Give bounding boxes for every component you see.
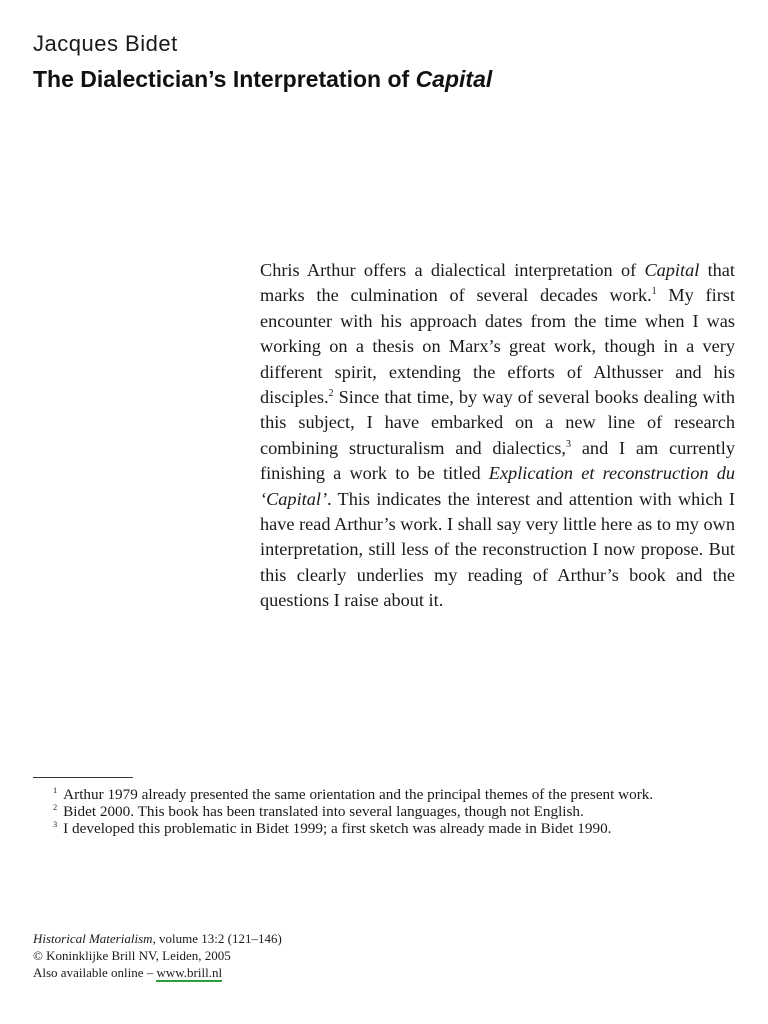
journal-name: Historical Materialism [33,931,153,946]
title-italic: Capital [415,66,493,92]
body-paragraph [260,258,735,614]
article-title [33,66,492,93]
body-text-segment: that marks the culmination of several decades work. [260,260,735,306]
footnote-number: 1 [53,786,58,796]
footnote-ref-1[interactable]: 1 [651,286,657,298]
journal-citation [33,930,282,947]
footnote-3 [33,820,735,837]
footnote-divider [33,777,133,778]
footnotes [33,786,735,837]
body-italic-book-title: Explication et reconstruction du ‘Capital’ [260,463,735,509]
footnote-text: Bidet 2000. This book has been translated into several languages, though not English. [63,803,584,820]
body-italic-capital: Capital [644,260,700,280]
footnote-1 [33,786,735,803]
journal-volume: , volume 13:2 (121–146) [152,931,282,946]
footnote-number: 2 [53,803,58,813]
footnote-text: Arthur 1979 already presented the same orientation and the principal themes of the present work. [63,786,654,803]
body-text-segment: Chris Arthur offers a dialectical interpretation of [260,260,645,280]
body-text-segment: and I am currently finishing a work to be titled [260,437,735,484]
online-line [33,964,282,981]
author-name: Jacques Bidet [33,31,178,56]
footnote-2 [33,803,735,820]
journal-info [33,930,282,981]
body-text-segment: . This indicates the interest and attention with which I have read Arthur’s work. I shall say very little here as to my own interpretation, still less of the reconstruction I now propose. But this clearly underlies my reading of Arthur’s book and the questions I raise about it. [260,488,735,611]
online-prefix: Also available online – [33,965,157,980]
title-main: The Dialectician’s Interpretation of [33,66,416,92]
brill-link[interactable]: www.brill.nl [156,965,223,980]
body-text-segment: My first encounter with his approach dates from the time when I was working on a thesis on Marx’s great work, though in a very different spirit, extending the efforts of Althusser and his disciples. [260,285,735,408]
footnote-number: 3 [53,820,58,830]
body-text-segment: Since that time, by way of several books dealing with this subject, I have embarked on a new line of research combining structuralism and dialectics, [260,387,735,458]
footnote-ref-2[interactable]: 2 [328,388,334,399]
footnote-ref-3[interactable]: 3 [566,438,572,450]
footnote-text: I developed this problematic in Bidet 1999; a first sketch was already made in Bidet 1990. [63,820,612,837]
copyright-line: © Koninklijke Brill NV, Leiden, 2005 [33,948,231,963]
